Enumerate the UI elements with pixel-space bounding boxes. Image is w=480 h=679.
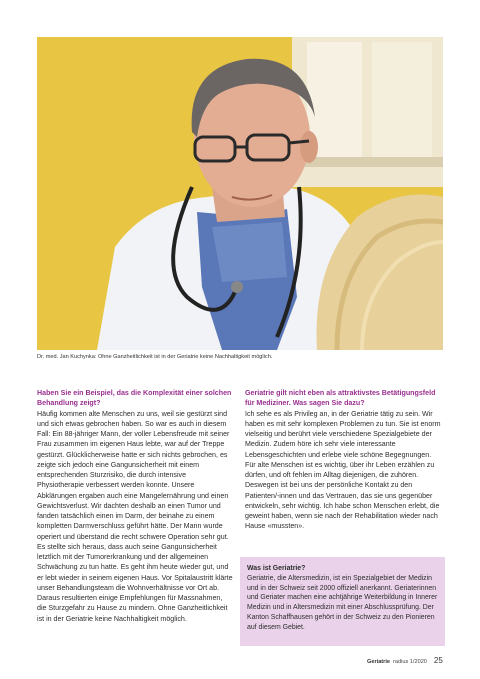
left-body: Häufig kommen alte Menschen zu uns, weil sie gestürzt sind und sich etwas gebrochen haben. So war es auch in diesem Fall: Ein 88-jähriger Mann, der voller Lebensfreude mit seiner Frau zusammen im eigenen Haus lebte, war auf der Treppe gestürzt. Glücklicherweise hatte er sich nichts gebrochen, es zeigte sich jedoch eine Gangunsicherheit mit einem entsprechenden Sturzrisiko, die durch intensive Physiotherapie verbessert werden konnte. Unsere Abklärungen ergaben auch eine Mangelernährung und einen Gewichtsverlust. Wir dachten deshalb an einen Tumor und fanden tatsächlich einen im Darm, der beinahe zu einem kompletten Darmverschluss geführt hätte. Der Mann wurde operiert und überstand die recht schwere Operation sehr gut. Es stellte sich heraus, dass auch seine Gangunsicherheit letztlich mit der Tumorerkrankung und der allgemeinen Schwächung zu tun hatte. Es geht ihm heute wieder gut, und er lebt wieder in seinem eigenen Haus. Vor Spitalaustritt klärte unser Behandlungsteam die Wohnverhältnisse vor Ort ab. Daraus resultierten einige Empfehlungen für Massnahmen, die Sturzgefahr zu Hause zu mindern. Ohne Ganzheitlichkeit ist in der Geriatrie keine Nachhaltigkeit möglich. xyxy=(37,409,233,623)
left-question: Haben Sie ein Beispiel, das die Komplexität einer solchen Behandlung zeigt? xyxy=(37,389,232,408)
photo-caption: Dr. med. Jan Kuchynka: Ohne Ganzheitlichkeit ist in der Geriatrie keine Nachhaltigkeit möglich. xyxy=(37,354,273,360)
info-box-title: Was ist Geriatrie? xyxy=(247,565,306,572)
page-number: 25 xyxy=(433,656,443,665)
info-box-body: Geriatrie, die Altersmedizin, ist ein Spezialgebiet der Medizin und in der Schweiz seit 2000 offiziell anerkannt. Geriaterinnen und Geriater machen eine achtjährige Weiterbildung in Innerer Medizin und in Altersmedizin mit einer Abschlussprüfung. Der Kanton Schaffhausen gehört in der Schweiz zu den Pionieren auf diesem Gebiet. xyxy=(247,574,438,631)
footer-brand: Geriatrie xyxy=(367,659,391,665)
right-column xyxy=(245,388,441,532)
footer-issue: radius 1/2020 xyxy=(393,659,427,665)
right-question: Geriatrie gilt nicht eben als attraktivstes Betätigungsfeld für Mediziner. Was sagen Sie dazu? xyxy=(245,389,436,408)
article-photo xyxy=(37,37,443,350)
info-box xyxy=(240,557,445,646)
right-body: Ich sehe es als Privileg an, in der Geriatrie tätig zu sein. Wir haben es mit sehr komplexen Problemen zu tun. Sie ist enorm vielseitig und berührt viele verschiedene Spezialgebiete der Medizin. Zudem höre ich sehr viele interessante Lebensgeschichten und erlebe viele schöne Begegnungen. Für alte Menschen ist es wichtig, über ihr Leben erzählen zu dürfen, und oft fehlen im Alltag diejenigen, die zuhören. Deswegen ist bei uns der persönliche Kontakt zu den Patienten/-innen und das Vertrauen, das sie uns gegenüber entwickeln, sehr wichtig. Ich habe schon Menschen erlebt, die geweint haben, wenn sie nach der Rehabilitation wieder nach Hause «mussten». xyxy=(245,409,441,531)
page-footer xyxy=(367,656,443,665)
left-column xyxy=(37,388,233,624)
